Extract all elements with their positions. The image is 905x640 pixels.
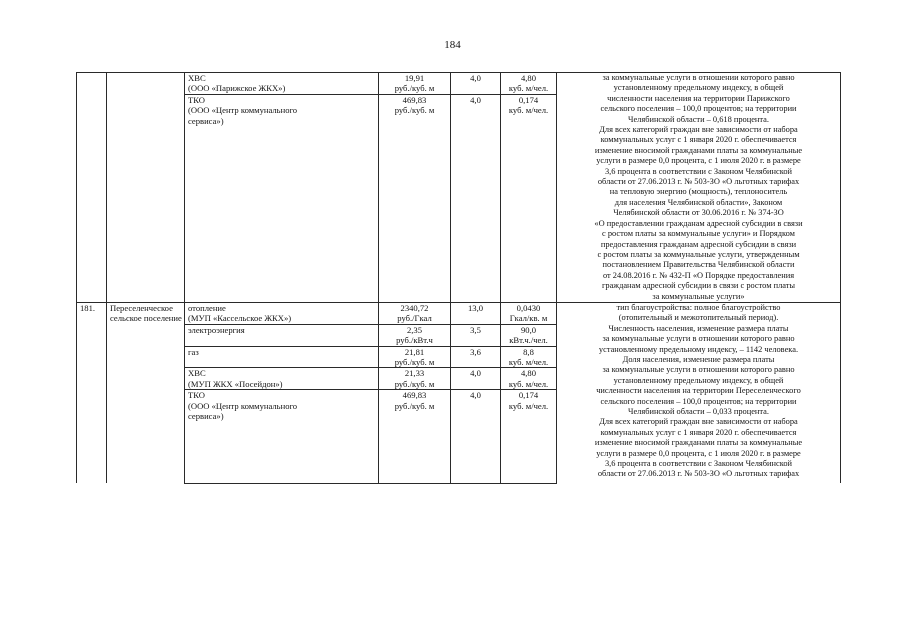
description-text-line: услуги в размере 0,0 процента, с 1 июля 2020 г. в размере (596, 156, 801, 166)
description-text-line: (отопительный и межотопительный период). (618, 313, 779, 323)
index-percent-line: 3,6 (470, 346, 481, 357)
description-text-line: Для всех категорий граждан вне зависимости от набора (599, 125, 798, 135)
tariff-value (379, 73, 451, 95)
tariff-value (379, 346, 451, 368)
description-text-line: гражданам адресной субсидии в связи с ростом платы (601, 281, 796, 291)
row-number (77, 73, 107, 303)
service-name (185, 390, 379, 484)
index-percent (451, 390, 501, 484)
table-row (77, 302, 841, 324)
consumption-norm (501, 73, 557, 95)
consumption-norm-line: 0,0430 (516, 302, 541, 313)
service-name-line: (ООО «Центр коммунального (188, 105, 298, 116)
index-percent (451, 324, 501, 346)
consumption-norm-line: 0,174 (518, 94, 539, 105)
consumption-norm-line: куб. м/чел. (508, 105, 549, 116)
settlement-name (107, 302, 185, 483)
tariff-value (379, 324, 451, 346)
index-percent (451, 346, 501, 368)
service-name-line: ХВС (188, 73, 206, 83)
consumption-norm-line: куб. м/чел. (508, 83, 549, 94)
consumption-norm-line: куб. м/чел. (508, 378, 549, 389)
service-name (185, 94, 379, 302)
tariff-value (379, 368, 451, 390)
description-text-line: сельского поселения – 100,0 процентов; на территории (600, 104, 797, 114)
description-text-line: для населения Челябинской области», Законом (614, 197, 783, 207)
description-text-line: численности населения на территории Парижского (607, 93, 790, 103)
description-text-line: 3,6 процента в соответствии с Законом Челябинской (604, 166, 793, 176)
description-text (557, 73, 841, 303)
service-name-line: ТКО (188, 390, 205, 401)
description-text-line: за коммунальные услуги в отношении которого равно (602, 365, 795, 375)
tariff-value-line: руб./куб. м (394, 400, 435, 411)
service-name-line: электроэнергия (188, 324, 245, 335)
tariff-value-line: 21,81 (404, 346, 425, 357)
description-text (557, 302, 841, 483)
consumption-norm-line: Гкал/кв. м (509, 313, 548, 324)
description-text-line: с ростом платы за коммунальные услуги» и Порядком (602, 229, 795, 239)
description-text-line: установленному предельному индексу, в общей (613, 375, 784, 385)
description-text-line: численности населения на территории Переселенческого (596, 386, 801, 396)
consumption-norm (501, 302, 557, 324)
tariff-table (76, 72, 841, 484)
tariff-value-line: руб./куб. м (394, 105, 435, 116)
tariff-value-line: руб./Гкал (397, 313, 432, 324)
service-name-line: газ (188, 346, 199, 357)
tariff-value-line: 2,35 (406, 324, 423, 335)
row-number (77, 302, 107, 483)
description-text-line: коммунальных услуг с 1 января 2020 г. обеспечивается (600, 135, 797, 145)
description-text-line: коммунальных услуг с 1 января 2020 г. обеспечивается (600, 427, 797, 437)
tariff-value-line: 2340,72 (400, 302, 429, 313)
description-text-line: «О предоставлении гражданам адресной субсидии в связи (594, 218, 803, 228)
description-text-line: области от 27.06.2013 г. № 503-ЗО «О льготных тарифах (597, 177, 800, 187)
tariff-value (379, 390, 451, 484)
description-text-line: от 24.08.2016 г. № 432-П «О Порядке предоставления (602, 270, 795, 280)
service-name (185, 73, 379, 95)
service-name-line: (ООО «Парижское ЖКХ») (188, 83, 286, 94)
index-percent-line: 13,0 (467, 302, 484, 313)
description-text-line: предоставления гражданам адресной субсидии в связи (600, 239, 797, 249)
service-name-line: (МУП «Кассельское ЖКХ») (188, 313, 292, 324)
service-name (185, 302, 379, 324)
tariff-value-line: руб./кВт.ч (396, 335, 433, 346)
consumption-norm-line: 8,8 (523, 346, 534, 357)
description-text-line: за коммунальные услуги в отношении которого равно (602, 73, 795, 82)
index-percent-line: 4,0 (470, 368, 481, 379)
description-text-line: на тепловую энергию (мощность), теплоноситель (609, 187, 788, 197)
service-name (185, 346, 379, 368)
tariff-value-line: руб./куб. м (394, 356, 435, 367)
description-text-line: установленному предельному индексу, – 1142 человека. (598, 344, 799, 354)
table-row (77, 73, 841, 95)
consumption-norm-line: куб. м/чел. (508, 356, 549, 367)
service-name-line: (ООО «Центр коммунального (188, 400, 298, 411)
description-text-line: за коммунальные услуги» (652, 291, 745, 301)
consumption-norm-line: куб. м/чел. (508, 400, 549, 411)
description-text-line: Челябинской области – 0,618 процента. (628, 114, 769, 124)
description-text-line: с ростом платы за коммунальные услуги, утвержденным (597, 249, 800, 259)
settlement-name (107, 73, 185, 303)
consumption-norm-line: 4,80 (520, 368, 537, 379)
consumption-norm (501, 390, 557, 484)
service-name-line: отопление (188, 302, 226, 313)
service-name (185, 368, 379, 390)
consumption-norm-line: 0,174 (518, 390, 539, 401)
index-percent-line: 4,0 (470, 94, 481, 105)
description-text-line: за коммунальные услуги в отношении которого равно (602, 334, 795, 344)
description-text-line: области от 27.06.2013 г. № 503-ЗО «О льготных тарифах (597, 469, 800, 479)
tariff-value-line: 19,91 (404, 73, 425, 83)
index-percent (451, 302, 501, 324)
service-name-line: сервиса») (188, 411, 224, 421)
consumption-norm (501, 346, 557, 368)
service-name (185, 324, 379, 346)
tariff-value-line: 469,83 (402, 94, 427, 105)
description-text-line: 3,6 процента в соответствии с Законом Челябинской (604, 459, 793, 469)
description-text-line: изменение вносимой гражданами платы за коммунальные (594, 438, 803, 448)
consumption-norm (501, 368, 557, 390)
description-text-line: Доля населения, изменение размера платы (622, 354, 775, 364)
description-text-line: постановлением Правительства Челябинской области (602, 260, 795, 270)
service-name-line: сервиса») (188, 115, 224, 126)
index-percent-line: 3,5 (470, 324, 481, 335)
tariff-value-line: руб./куб. м (394, 83, 435, 94)
consumption-norm-line: 4,80 (520, 73, 537, 83)
service-name-line: ТКО (188, 94, 205, 105)
service-name-line: ХВС (188, 368, 206, 379)
description-text-line: Челябинской области от 30.06.2016 г. № 374-ЗО (613, 208, 784, 218)
description-text-line: изменение вносимой гражданами платы за коммунальные (594, 145, 803, 155)
description-text-line: сельского поселения – 100,0 процентов; на территории (600, 396, 797, 406)
consumption-norm (501, 94, 557, 302)
page-number: 184 (444, 39, 461, 51)
description-text-line: Челябинской области – 0,033 процента. (628, 407, 769, 416)
tariff-value-line: 469,83 (402, 390, 427, 401)
index-percent (451, 73, 501, 95)
settlement-name-line: Переселенческое (110, 302, 173, 313)
tariff-value-line: 21,33 (404, 368, 425, 379)
index-percent (451, 94, 501, 302)
description-text-line: Для всех категорий граждан вне зависимости от набора (599, 417, 798, 427)
index-percent-line: 4,0 (470, 73, 481, 83)
tariff-value-line: руб./куб. м (394, 378, 435, 389)
settlement-name-line: сельское поселение (110, 313, 182, 324)
service-name-line: (МУП ЖКХ «Посейдон») (188, 378, 283, 389)
description-text-line: услуги в размере 0,0 процента, с 1 июля 2020 г. в размере (596, 448, 801, 458)
description-text-line: установленному предельному индексу, в общей (613, 83, 784, 93)
tariff-value (379, 302, 451, 324)
description-text-line: Численность населения, изменение размера платы (608, 323, 789, 333)
tariff-value (379, 94, 451, 302)
row-number-line: 181. (80, 302, 96, 313)
index-percent (451, 368, 501, 390)
description-text-line: тип благоустройства: полное благоустройство (616, 302, 781, 312)
index-percent-line: 4,0 (470, 390, 481, 401)
consumption-norm-line: 90,0 (520, 324, 537, 335)
consumption-norm-line: кВт.ч./чел. (509, 335, 548, 346)
consumption-norm (501, 324, 557, 346)
